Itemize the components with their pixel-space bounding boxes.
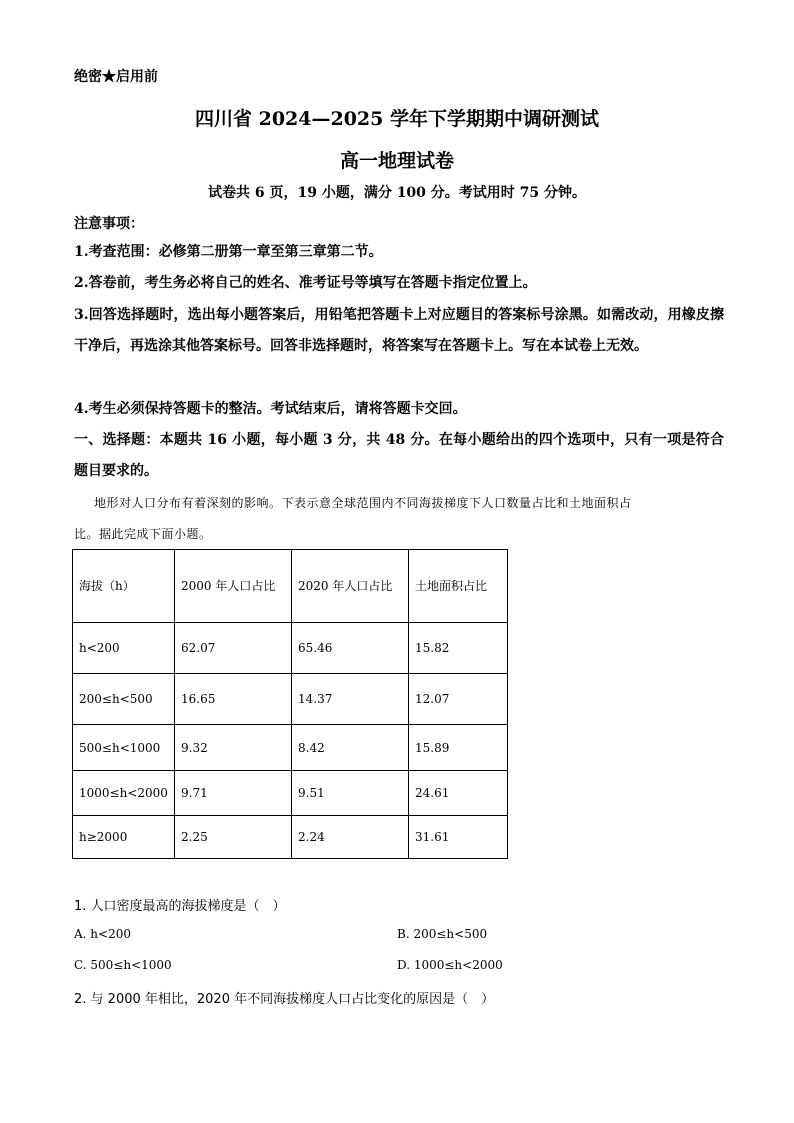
question-1-stem: 1. 人口密度最高的海拔梯度是（ ）	[74, 899, 286, 914]
question-2-stem: 2. 与 2000 年相比，2020 年不同海拔梯度人口占比变化的原因是（ ）	[74, 992, 495, 1007]
exam-info: 试卷共 6 页，19 小题，满分 100 分。考试用时 75 分钟。	[207, 185, 587, 201]
table-cell: 9.51	[292, 771, 409, 816]
notice-heading: 注意事项：	[74, 216, 144, 232]
table-cell: 15.82	[409, 623, 508, 674]
secret-label: 绝密★启用前	[74, 69, 158, 85]
table-cell: 500≤h<1000	[73, 725, 175, 771]
table-header-cell: 海拔（h）	[73, 550, 175, 623]
table-cell: 9.32	[175, 725, 292, 771]
table-row	[73, 816, 508, 859]
table-header-cell: 2000 年人口占比	[175, 550, 292, 623]
table-header-cell: 2020 年人口占比	[292, 550, 409, 623]
material-text-2	[74, 519, 724, 550]
exam-subtitle: 高一地理试卷	[339, 150, 454, 172]
table-cell: 31.61	[409, 816, 508, 859]
table-cell: 15.89	[409, 725, 508, 771]
table-row	[73, 674, 508, 725]
material-line-2: 比。据此完成下面小题。	[74, 527, 212, 541]
table-cell: 24.61	[409, 771, 508, 816]
table-header-cell: 土地面积占比	[409, 550, 508, 623]
notice-item: 4.考生必须保持答题卡的整洁。考试结束后，请将答题卡交回。	[74, 401, 467, 417]
table-header-row	[73, 550, 508, 623]
table-cell: h≥2000	[73, 816, 175, 859]
notice-item: 3.回答选择题时，选出每小题答案后，用铅笔把答题卡上对应题目的答案标号涂黑。如需改动，用橡皮擦干净后，再选涂其他答案标号。回答非选择题时，将答案写在答题卡上。写在本试卷上无效。	[74, 307, 724, 354]
question-1-option-a: A. h<200	[74, 927, 131, 941]
table-cell: 9.71	[175, 771, 292, 816]
notice-item: 1.考查范围：必修第二册第一章至第三章第二节。	[74, 244, 383, 260]
table-cell: 14.37	[292, 674, 409, 725]
table-cell: 2.25	[175, 816, 292, 859]
table-cell: 12.07	[409, 674, 508, 725]
question-1-option-d: D. 1000≤h<2000	[397, 958, 503, 972]
section-one-heading: 一、选择题：本题共 16 小题，每小题 3 分，共 48 分。在每小题给出的四个选项中，只有一项是符合题目要求的。	[74, 432, 724, 479]
table-cell: 65.46	[292, 623, 409, 674]
table-cell: 62.07	[175, 623, 292, 674]
question-1-option-b: B. 200≤h<500	[397, 927, 488, 941]
table-row	[73, 725, 508, 771]
exam-title: 四川省 2024—2025 学年下学期期中调研测试	[195, 108, 599, 130]
question-1-option-c: C. 500≤h<1000	[74, 958, 172, 972]
table-row	[73, 623, 508, 674]
material-text	[74, 488, 724, 519]
notice-item: 2.答卷前，考生务必将自己的姓名、准考证号等填写在答题卡指定位置上。	[74, 275, 537, 291]
table-cell: 2.24	[292, 816, 409, 859]
table-cell: 1000≤h<2000	[73, 771, 175, 816]
altitude-population-table	[72, 549, 508, 859]
table-row	[73, 771, 508, 816]
material-line-1: 地形对人口分布有着深刻的影响。下表示意全球范围内不同海拔梯度下人口数量占比和土地面积占	[94, 496, 632, 510]
table-cell: 200≤h<500	[73, 674, 175, 725]
table-cell: 16.65	[175, 674, 292, 725]
table-cell: 8.42	[292, 725, 409, 771]
table-cell: h<200	[73, 623, 175, 674]
